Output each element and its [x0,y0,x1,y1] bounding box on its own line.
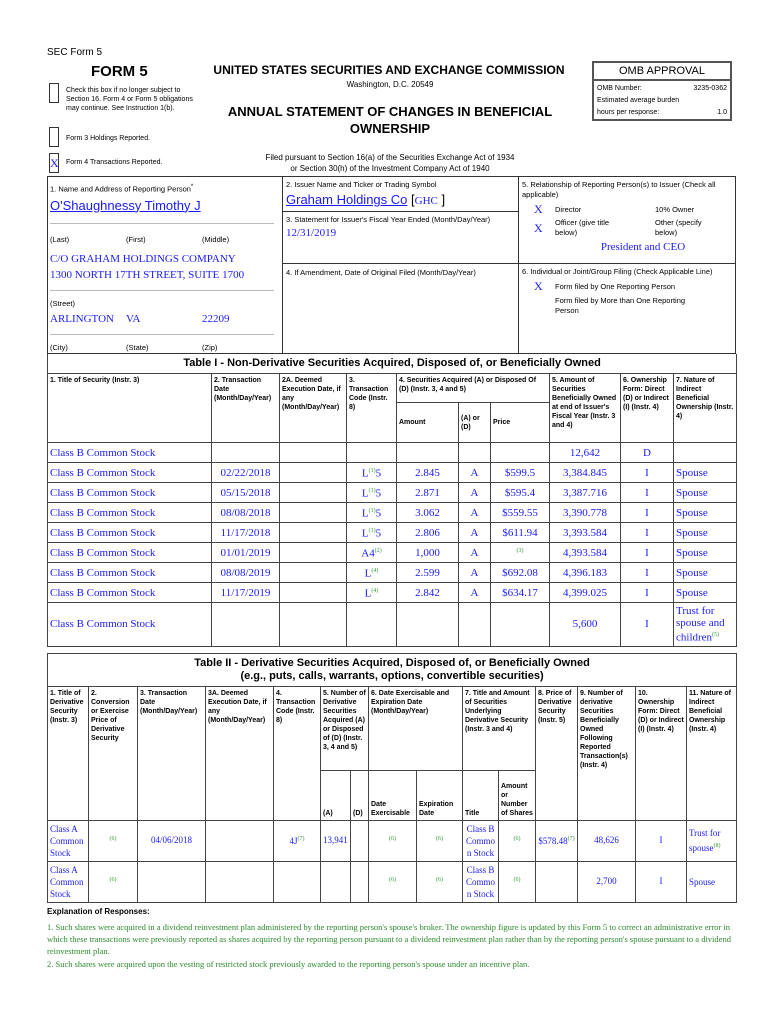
ownership-form: D [621,443,674,463]
amount: 1,000 [397,543,459,563]
acquired-disposed: A [459,463,491,483]
ten-percent-owner-label: 10% Owner [655,205,695,214]
omb-hours-label: hours per response: [597,109,660,116]
deemed-date [280,543,347,563]
nature-ownership: Spouse [674,583,737,603]
amount: 2.871 [397,483,459,503]
security-title: Class B Common Stock [48,563,212,583]
nature-ownership [674,443,737,463]
reporting-person-block [50,182,278,353]
address-line-2: 1300 NORTH 17TH STREET, SUITE 1700 [50,268,245,281]
price: $595.4 [491,483,550,503]
t1-header: 2A. Deemed Execution Date, if any (Month/Day/Year) [280,374,347,443]
security-title: Class B Common Stock [48,583,212,603]
amount-owned: 12,642 [550,443,621,463]
deriv-deemed [206,861,274,902]
t1-header: 3. Transaction Code (Instr. 8) [347,374,397,443]
omb-burden-label: Estimated average burden [597,97,680,104]
omb-approval-box [592,61,732,121]
transaction-date: 11/17/2018 [212,523,280,543]
issuer-name-link[interactable]: Graham Holdings Co [286,192,408,207]
form4-transactions-label: Form 4 Transactions Reported. [66,159,163,166]
deriv-form: I [636,820,687,861]
price [491,603,550,647]
price: $611.94 [491,523,550,543]
table-row [48,563,737,583]
deemed-date [280,483,347,503]
relationship-block [522,180,734,254]
transaction-code: A4$^{(2)}$ [347,543,397,563]
city-label: (City) [50,342,68,352]
nature-ownership: Spouse [674,503,737,523]
nature-ownership: Spouse [674,523,737,543]
deriv-exp: (6) [417,820,463,861]
deriv-utitle: Class B Common Stock [463,820,499,861]
amount: 2.842 [397,583,459,603]
filed-line-2: or Section 30(h) of the Investment Company Act of 1940 [290,164,490,173]
transaction-date [212,603,280,647]
commission-title: UNITED STATES SECURITIES AND EXCHANGE COMMISSION [213,63,565,77]
form3-holdings-label: Form 3 Holdings Reported. [66,135,151,142]
deriv-utitle: Class B Common Stock [463,861,499,902]
table2-title-text: Table II - Derivative Securities Acquired, Disposed of, or Beneficially Owned [194,656,590,669]
acquired-disposed [459,443,491,463]
deriv-title: Class A Common Stock [48,820,89,861]
transaction-date: 01/01/2019 [212,543,280,563]
amount: 2.599 [397,563,459,583]
security-title: Class B Common Stock [48,463,212,483]
one-person-label: Form filed by One Reporting Person [555,282,676,291]
ownership-form: I [621,503,674,523]
omb-number: 3235-0362 [693,85,727,92]
price: $692.08 [491,563,550,583]
reporting-person-name[interactable]: O'Shaughnessy Timothy J [50,197,201,213]
sec-form-label: SEC Form 5 [47,47,103,58]
relationship-label: 5. Relationship of Reporting Person(s) to Issuer (Check all applicable) [522,180,716,199]
amount-owned: 3,384.845 [550,463,621,483]
t2-subheader: Amount or Number of Shares [499,770,536,820]
state-value: VA [126,312,141,325]
t1-header: 4. Securities Acquired (A) or Disposed Of (D) (Instr. 3, 4 and 5) [397,374,550,403]
last-label: (Last) [50,234,70,244]
transaction-date: 02/22/2018 [212,463,280,483]
deemed-date [280,523,347,543]
security-title: Class B Common Stock [48,483,212,503]
first-label: (First) [126,234,146,244]
nature-ownership: Spouse [674,483,737,503]
commission-city: Washington, D.C. 20549 [346,80,434,89]
deemed-date [280,603,347,647]
acquired-disposed: A [459,563,491,583]
table-non-derivative [47,354,737,647]
director-check[interactable]: X [534,202,543,216]
omb-number-label: OMB Number: [597,85,642,92]
deriv-date: 04/06/2018 [138,820,206,861]
amount [397,603,459,647]
table-row [48,443,737,463]
deriv-exer: (6) [369,861,417,902]
deriv-uamt: (6) [499,820,536,861]
table-row [48,503,737,523]
explanation-block [47,906,737,970]
officer-title: President and CEO [600,241,686,253]
table-row [48,603,737,647]
address-line-1: C/O GRAHAM HOLDINGS COMPANY [50,252,236,265]
transaction-code: $L^{(1)}5$ [347,483,397,503]
fiscal-year-value: 12/31/2019 [286,227,337,239]
deriv-a: 13,941 [321,820,351,861]
acquired-disposed: A [459,483,491,503]
asterisk: * [190,184,194,190]
table-row [48,820,737,861]
deriv-nature: Spouse [687,861,737,902]
t2-header: 2. Conversion or Exercise Price of Derivative Security [89,686,138,820]
tables-region [47,354,736,970]
t2-subheader: (D) [351,770,369,820]
table1-title: Table I - Non-Derivative Securities Acquired, Disposed of, or Beneficially Owned [48,354,737,374]
t2-header: 11. Nature of Indirect Beneficial Ownership (Instr. 4) [687,686,737,820]
amount: 2.845 [397,463,459,483]
officer-check[interactable]: X [534,221,543,235]
filing-label: 6. Individual or Joint/Group Filing (Check Applicable Line) [522,267,713,276]
table2-title [48,653,737,686]
t2-subheader: Expiration Date [417,770,463,820]
deriv-title: Class A Common Stock [48,861,89,902]
amount-owned: 5,600 [550,603,621,647]
ownership-form: I [621,603,674,647]
statement-title: ANNUAL STATEMENT OF CHANGES IN BENEFICIAL OWNERSHIP [227,104,553,136]
t2-header: 7. Title and Amount of Securities Underlying Derivative Security (Instr. 3 and 4) [463,686,536,770]
zip-label: (Zip) [202,342,218,352]
middle-label: (Middle) [202,234,230,244]
security-title: Class B Common Stock [48,543,212,563]
security-title: Class B Common Stock [48,603,212,647]
amount [397,443,459,463]
filed-pursuant [230,152,550,174]
form4-transactions-checkbox[interactable]: X [49,153,59,173]
table-row [48,583,737,603]
deriv-nature: Trust for spouse$^{(8)}$ [687,820,737,861]
transaction-code: $L^{(4)}$ [347,583,397,603]
t2-subheader: (A) [321,770,351,820]
deriv-owned: 2,700 [578,861,636,902]
amount: 2.806 [397,523,459,543]
city-value: ARLINGTON [50,312,114,325]
table-derivative [47,653,737,903]
transaction-date: 08/08/2019 [212,563,280,583]
t1-header: 7. Nature of Indirect Beneficial Ownership (Instr. 4) [674,374,737,443]
t2-subheader: Title [463,770,499,820]
t2-header: 8. Price of Derivative Security (Instr. 5) [536,686,578,820]
t1-header: 1. Title of Security (Instr. 3) [48,374,212,443]
t2-header: 1. Title of Derivative Security (Instr. 3) [48,686,89,820]
deriv-conv: (6) [89,861,138,902]
form-title: FORM 5 [91,63,148,80]
t2-header: 5. Number of Derivative Securities Acquired (A) or Disposed of (D) (Instr. 3, 4 and 5) [321,686,369,770]
deriv-conv: (6) [89,820,138,861]
deriv-code [274,861,321,902]
transaction-code: $L^{(4)}$ [347,563,397,583]
deemed-date [280,563,347,583]
filed-line-1: Filed pursuant to Section 16(a) of the Securities Exchange Act of 1934 [265,153,515,162]
deriv-code: $4J^{(7)}$ [274,820,321,861]
t2-header: 3A. Deemed Execution Date, if any (Month/Day/Year) [206,686,274,820]
deriv-deemed [206,820,274,861]
no-longer-subject-label: Check this box if no longer subject to Section 16. Form 4 or Form 5 obligations may continue. See Instruction 1(b). [66,87,193,112]
deriv-exp: (6) [417,861,463,902]
street-label: (Street) [50,298,76,308]
transaction-code [347,603,397,647]
ownership-form: I [621,523,674,543]
table2-subtitle: (e.g., puts, calls, warrants, options, convertible securities) [240,669,544,682]
amount-owned: 4,399.025 [550,583,621,603]
price [491,443,550,463]
issuer-label: 2. Issuer Name and Ticker or Trading Symbol [286,180,437,189]
state-label: (State) [126,342,149,352]
deemed-date [280,463,347,483]
nature-ownership: Spouse [674,563,737,583]
deriv-uamt: (6) [499,861,536,902]
explanation-title: Explanation of Responses: [47,906,150,916]
officer-label: Officer (give title below) [555,218,610,237]
footnote-1: 1. Such shares were acquired in a dividend reinvestment plan administered by the reporting person's spouse's broker. The ownership figure is updated by this Form 5 to correct an administrative error in which these transactions were previously reported as shares acquired by the reporting person pursuant to a dividend reinvestment plan rather than by the reporting person's spouse pursuant to a dividend reinvestment plan. [47,921,731,956]
deriv-owned: 48,626 [578,820,636,861]
fiscal-year-label: 3. Statement for Issuer's Fiscal Year Ended (Month/Day/Year) [286,215,491,224]
amount-owned: 3,393.584 [550,523,621,543]
deemed-date [280,443,347,463]
deriv-form: I [636,861,687,902]
ownership-form: I [621,463,674,483]
security-title: Class B Common Stock [48,523,212,543]
transaction-date: 11/17/2019 [212,583,280,603]
t2-header: 3. Transaction Date (Month/Day/Year) [138,686,206,820]
table-row [48,543,737,563]
acquired-disposed: A [459,503,491,523]
transaction-code: $L^{(1)}5$ [347,523,397,543]
table-row [48,483,737,503]
transaction-date: 05/15/2018 [212,483,280,503]
t1-subheader: Price [491,403,550,443]
t1-header: 6. Ownership Form: Direct (D) or Indirect (I) (Instr. 4) [621,374,674,443]
omb-title: OMB APPROVAL [594,63,730,81]
transaction-code [347,443,397,463]
form3-holdings-checkbox[interactable] [49,127,59,147]
price: $559.55 [491,503,550,523]
ownership-form: I [621,583,674,603]
deriv-price: $578.48$^{(7)}$ [536,820,578,861]
amount-owned: 4,396.183 [550,563,621,583]
security-title: Class B Common Stock [48,443,212,463]
transaction-code: $L^{(1)}5$ [347,463,397,483]
ownership-form: I [621,543,674,563]
t2-header: 6. Date Exercisable and Expiration Date (Month/Day/Year) [369,686,463,770]
acquired-disposed: A [459,543,491,563]
deriv-d [351,861,369,902]
deriv-price [536,861,578,902]
ownership-form: I [621,563,674,583]
t1-subheader: (A) or (D) [459,403,491,443]
no-longer-subject-checkbox[interactable] [49,83,59,103]
deriv-d [351,820,369,861]
amount: 3.062 [397,503,459,523]
table-row [48,463,737,483]
t1-header: 2. Transaction Date (Month/Day/Year) [212,374,280,443]
acquired-disposed: A [459,583,491,603]
omb-hours: 1.0 [717,109,727,116]
one-person-check[interactable]: X [534,279,543,293]
transaction-date: 08/08/2018 [212,503,280,523]
footnote-2: 2. Such shares were acquired upon the vesting of restricted stock previously awarded to the reporting person's spouse under an incentive plan. [47,958,530,969]
nature-ownership: Spouse [674,463,737,483]
price: $634.17 [491,583,550,603]
price: $599.5 [491,463,550,483]
acquired-disposed: A [459,523,491,543]
ownership-form: I [621,483,674,503]
deriv-exer: (6) [369,820,417,861]
t1-subheader: Amount [397,403,459,443]
deemed-date [280,583,347,603]
more-person-label: Form filed by More than One Reporting Person [555,296,686,315]
deemed-date [280,503,347,523]
issuer-block: 2. Issuer Name and Ticker or Trading Symbol Graham Holdings Co [GHC ] [286,180,516,209]
acquired-disposed [459,603,491,647]
table-row [48,523,737,543]
other-label: Other (specify below) [655,218,702,237]
table-row [48,861,737,902]
security-title: Class B Common Stock [48,503,212,523]
transaction-date [212,443,280,463]
nature-ownership: Trust for spouse and children$^{(5)}$ [674,603,737,647]
reporting-person-label: 1. Name and Address of Reporting Person [50,184,191,194]
filing-block [522,267,734,316]
zip-value: 22209 [202,312,230,325]
amount-owned: 4,393.584 [550,543,621,563]
t2-subheader: Date Exercisable [369,770,417,820]
t2-header: 9. Number of derivative Securities Beneficially Owned Following Reported Transaction(s) (Instr. 4) [578,686,636,820]
price: (3) [491,543,550,563]
transaction-code: $L^{(1)}5$ [347,503,397,523]
ticker: GHC [414,195,438,207]
nature-ownership: Spouse [674,543,737,563]
deriv-date [138,861,206,902]
t1-header: 5. Amount of Securities Beneficially Owned at end of Issuer's Fiscal Year (Instr. 3 and 4) [550,374,621,443]
amendment-label: 4. If Amendment, Date of Original Filed (Month/Day/Year) [286,268,476,277]
amount-owned: 3,387.716 [550,483,621,503]
director-label: Director [555,205,582,214]
amount-owned: 3,390.778 [550,503,621,523]
t2-header: 10. Ownership Form: Direct (D) or Indirect (I) (Instr. 4) [636,686,687,820]
t2-header: 4. Transaction Code (Instr. 8) [274,686,321,820]
deriv-a [321,861,351,902]
